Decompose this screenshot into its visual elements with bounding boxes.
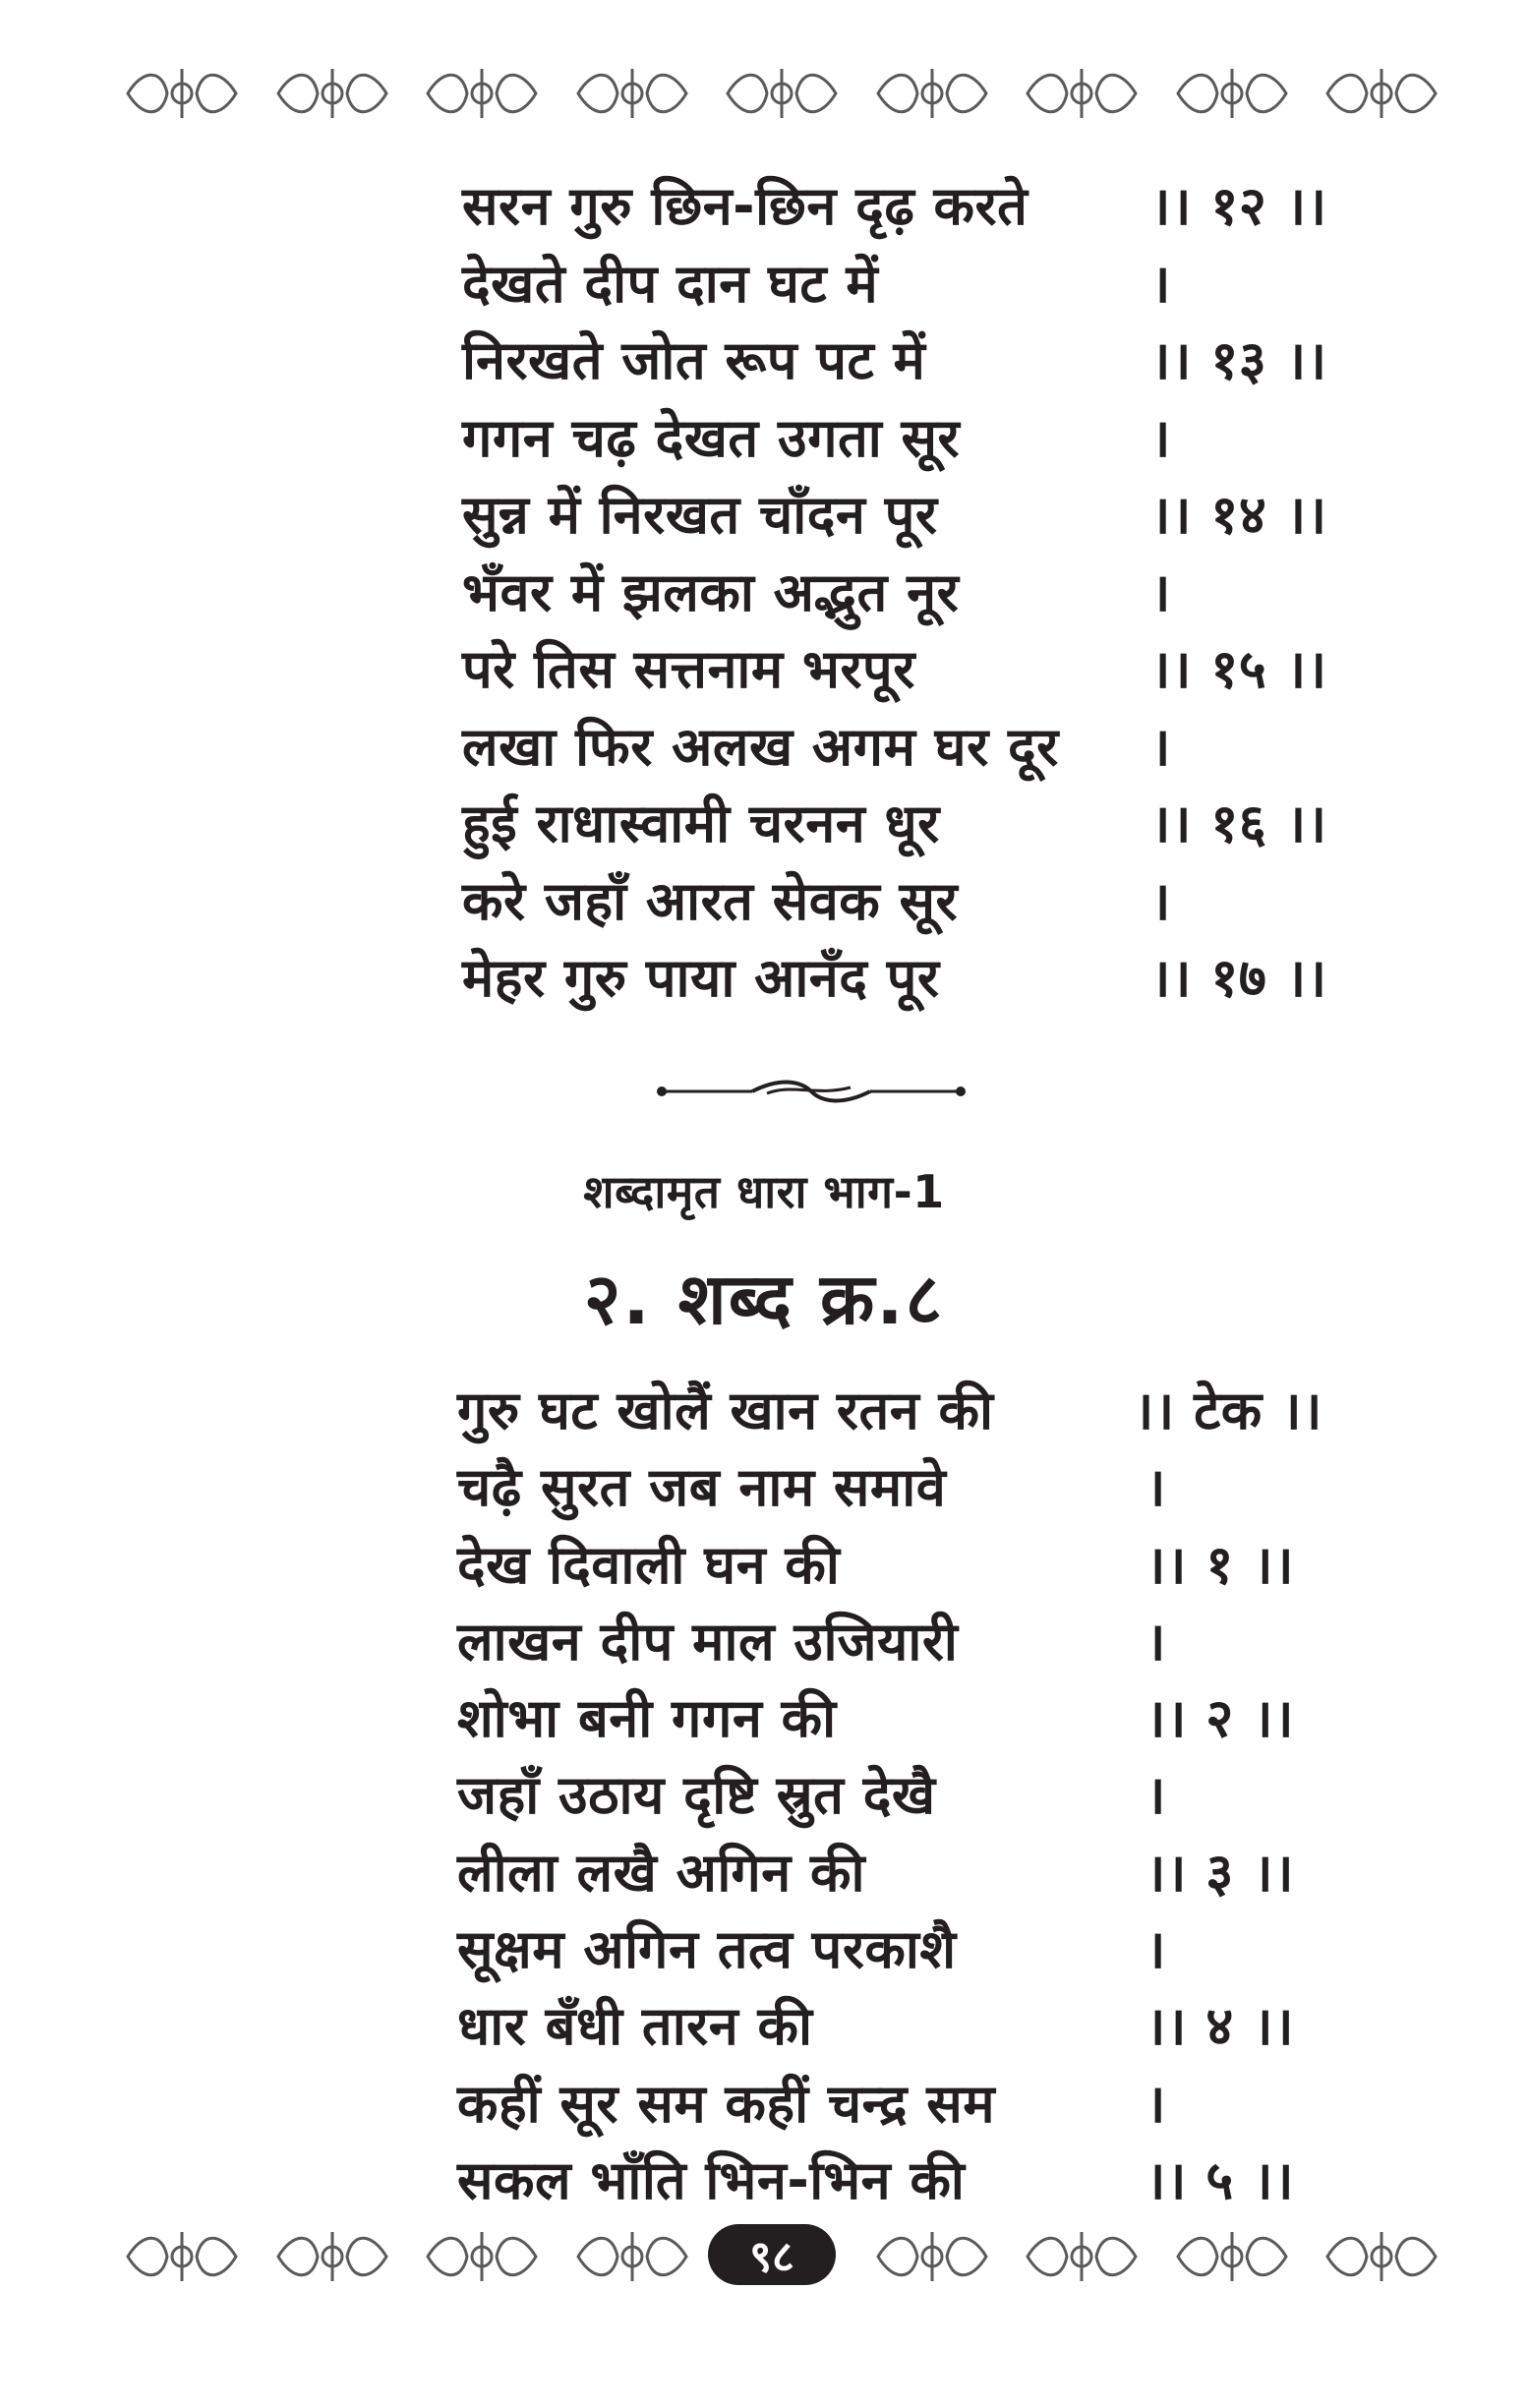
- verse-number: ।: [1146, 1918, 1166, 1981]
- verse-text: परे तिस सत्तनाम भरपूर: [462, 638, 915, 700]
- verse-line: [457, 1834, 1322, 1910]
- floral-ornament-icon: [718, 59, 846, 128]
- verse-number: ।। १५ ।।: [1150, 638, 1327, 700]
- verse-text: चढ़ै सुरत जब नाम समावे: [457, 1456, 947, 1519]
- floral-ornament-icon: [1318, 2222, 1445, 2291]
- verse-number: ।: [1146, 1764, 1166, 1827]
- page-number-text: ९८: [749, 2232, 794, 2282]
- verse-number: ।। १६ ।।: [1150, 793, 1327, 854]
- verse-text: सकल भाँति भिन-भिन की: [457, 2148, 966, 2211]
- verse-line: [457, 2065, 1322, 2142]
- verse-line: [457, 1372, 1322, 1448]
- verse-text: जहाँ उठाय दृष्टि स्रुत देखै: [457, 1764, 936, 1827]
- verse-number: ।। १ ।।: [1146, 1533, 1295, 1596]
- floral-ornament-icon: [868, 2222, 996, 2291]
- verse-number: ।। ५ ।।: [1146, 2148, 1295, 2211]
- verse-line: [462, 554, 1327, 631]
- floral-ornament-icon: [268, 2222, 396, 2291]
- floral-ornament-icon: [268, 59, 396, 128]
- verse-text: लखा फिर अलख अगम घर दूर: [462, 715, 1059, 778]
- verse-line: [462, 476, 1327, 554]
- floral-ornament-icon: [568, 59, 696, 128]
- flourish-divider-icon: [654, 1062, 969, 1121]
- verse-number: ।। १३ ।।: [1150, 329, 1327, 391]
- verse-text: देख दिवाली घन की: [457, 1533, 841, 1596]
- verse-text: गगन चढ़ देखत उगता सूर: [462, 406, 961, 469]
- floral-ornament-icon: [1318, 59, 1445, 128]
- verse-number: ।। १४ ।।: [1150, 484, 1327, 546]
- verse-number: ।: [1146, 1610, 1166, 1673]
- verse-number: ।। १७ ।।: [1150, 947, 1327, 1009]
- verse-text: करे जहाँ आरत सेवक सूर: [462, 869, 959, 932]
- floral-ornament-icon: [1018, 59, 1146, 128]
- verse-text: धार बँधी तारन की: [457, 1995, 813, 2058]
- verse-line: [457, 1526, 1322, 1603]
- floral-ornament-icon: [868, 59, 996, 128]
- page-number: [708, 2224, 836, 2285]
- verse-line: [462, 399, 1327, 477]
- verse-text: सुन्न में निरखत चाँदन पूर: [462, 484, 938, 546]
- floral-ornament-icon: [418, 59, 546, 128]
- verse-line: [462, 245, 1327, 323]
- verse-number: ।: [1150, 252, 1171, 315]
- verse-line: [457, 1756, 1322, 1833]
- verse-text: देखते दीप दान घट में: [462, 252, 879, 315]
- verse-number: ।। टेक ।।: [1133, 1380, 1322, 1441]
- verse-text: लाखन दीप माल उजियारी: [457, 1610, 959, 1673]
- verse-number: ।: [1146, 1456, 1166, 1519]
- verse-text: गुरु घट खोलैं खान रतन की: [457, 1380, 994, 1441]
- verse-line: [462, 939, 1327, 1017]
- floral-ornament-icon: [118, 2222, 246, 2291]
- floral-ornament-icon: [1018, 2222, 1146, 2291]
- top-ornamental-border: [118, 49, 1445, 138]
- floral-ornament-icon: [118, 59, 246, 128]
- first-poem: [462, 167, 1327, 1017]
- verse-text: मेहर गुरु पाया आनँद पूर: [462, 947, 940, 1009]
- floral-ornament-icon: [568, 2222, 696, 2291]
- verse-number: ।। ४ ।।: [1146, 1995, 1295, 2058]
- verse-line: [457, 1910, 1322, 1987]
- verse-line: [462, 322, 1327, 399]
- verse-line: [462, 708, 1327, 786]
- book-title: शब्दामृत धारा भाग-1: [583, 1165, 945, 1218]
- verse-number: ।। १२ ।।: [1150, 175, 1327, 237]
- verse-text: भँवर में झलका अद्भुत नूर: [462, 560, 960, 623]
- verse-text: सरन गुरु छिन-छिन दृढ़ करते: [462, 175, 1028, 237]
- verse-line: [457, 1603, 1322, 1679]
- verse-number: ।: [1146, 2072, 1166, 2135]
- verse-line: [462, 785, 1327, 862]
- verse-text: निरखते जोत रूप पट में: [462, 329, 926, 391]
- verse-line: [457, 1987, 1322, 2064]
- verse-line: [457, 1448, 1322, 1525]
- verse-line: [462, 167, 1327, 245]
- verse-text: हुई राधास्वामी चरनन धूर: [462, 793, 940, 854]
- verse-number: ।। ३ ।।: [1146, 1841, 1295, 1904]
- verse-number: ।: [1150, 869, 1171, 932]
- verse-text: लीला लखै अगिन की: [457, 1841, 865, 1904]
- verse-line: [457, 1679, 1322, 1756]
- second-poem: [457, 1372, 1322, 2218]
- verse-text: सूक्षम अगिन तत्व परकाशै: [457, 1918, 957, 1981]
- verse-text: कहीं सूर सम कहीं चन्द्र सम: [457, 2072, 996, 2135]
- verse-number: ।। २ ।।: [1146, 1687, 1295, 1750]
- floral-ornament-icon: [418, 2222, 546, 2291]
- section-heading: २. शब्द क्र.८: [583, 1258, 945, 1340]
- verse-text: शोभा बनी गगन की: [457, 1687, 837, 1750]
- verse-number: ।: [1150, 715, 1171, 778]
- floral-ornament-icon: [1168, 59, 1296, 128]
- verse-number: ।: [1150, 406, 1171, 469]
- verse-line: [457, 2142, 1322, 2218]
- verse-number: ।: [1150, 560, 1171, 623]
- verse-line: [462, 862, 1327, 940]
- floral-ornament-icon: [1168, 2222, 1296, 2291]
- verse-line: [462, 630, 1327, 708]
